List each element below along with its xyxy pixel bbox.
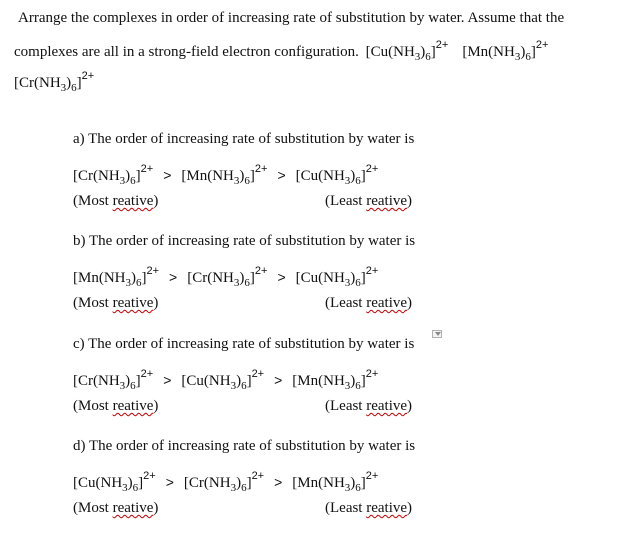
greater-than-symbol: > (165, 474, 174, 490)
option-b-complex-3: $[Cu(NH_3)_6]^{2+}$ (295, 265, 379, 289)
option-c-complex-1: $[Cr(NH_3)_6]^{2+}$ (73, 368, 154, 392)
option-a-order (73, 163, 378, 187)
greater-than-symbol: > (169, 269, 178, 285)
question-line-3 (14, 70, 94, 94)
greater-than-symbol: > (277, 269, 286, 285)
option-a-complex-2: $[Mn(NH_3)_6]^{2+}$ (181, 163, 268, 187)
option-b-complex-1: $[Mn(NH_3)_6]^{2+}$ (73, 265, 160, 289)
option-a-most-label: (Most reative) (73, 193, 159, 209)
option-c-order (73, 368, 378, 392)
question-line-1: Arrange the complexes in order of increasing rate of substitution by water. Assume that the (18, 10, 565, 26)
greater-than-symbol: > (163, 167, 172, 183)
option-d-order (73, 470, 378, 494)
option-a-least-label: (Least reative) (325, 193, 413, 209)
option-d-complex-2: $[Cr(NH_3)_6]^{2+}$ (183, 470, 265, 494)
greater-than-symbol: > (277, 167, 286, 183)
greater-than-symbol: > (163, 372, 172, 388)
option-d-least-label: (Least reative) (325, 500, 413, 516)
question-complex-1: $[Cu(NH_3)_6]^{2+}$ (365, 39, 449, 63)
option-d-heading: d) The order of increasing rate of substitution by water is (73, 438, 416, 454)
option-c-complex-2: $[Cu(NH_3)_6]^{2+}$ (181, 368, 265, 392)
option-b-least-label: (Least reative) (325, 295, 413, 311)
greater-than-symbol: > (274, 372, 283, 388)
option-b-most-label: (Most reative) (73, 295, 159, 311)
option-a-heading: a) The order of increasing rate of substitution by water is (73, 131, 415, 147)
option-a-complex-1: $[Cr(NH_3)_6]^{2+}$ (73, 163, 154, 187)
option-b-heading: b) The order of increasing rate of substitution by water is (73, 233, 416, 249)
option-c-least-label: (Least reative) (325, 398, 413, 414)
option-c-complex-3: $[Mn(NH_3)_6]^{2+}$ (292, 368, 379, 392)
question-line-2 (14, 39, 548, 63)
option-d-complex-3: $[Mn(NH_3)_6]^{2+}$ (292, 470, 379, 494)
comment-marker-icon[interactable] (432, 330, 442, 338)
greater-than-symbol: > (274, 474, 283, 490)
question-complex-2: $[Mn(NH_3)_6]^{2+}$ (462, 39, 549, 63)
question-line-2-text: complexes are all in a strong-field electron configuration. (14, 44, 359, 60)
option-d-most-label: (Most reative) (73, 500, 159, 516)
option-a-complex-3: $[Cu(NH_3)_6]^{2+}$ (295, 163, 379, 187)
option-b-complex-2: $[Cr(NH_3)_6]^{2+}$ (187, 265, 268, 289)
option-d-complex-1: $[Cu(NH_3)_6]^{2+}$ (73, 470, 156, 494)
question-complex-3: $[Cr(NH_3)_6]^{2+}$ (14, 70, 95, 94)
option-b-order (73, 265, 378, 289)
option-c-most-label: (Most reative) (73, 398, 159, 414)
option-c-heading: c) The order of increasing rate of substitution by water is (73, 336, 415, 352)
